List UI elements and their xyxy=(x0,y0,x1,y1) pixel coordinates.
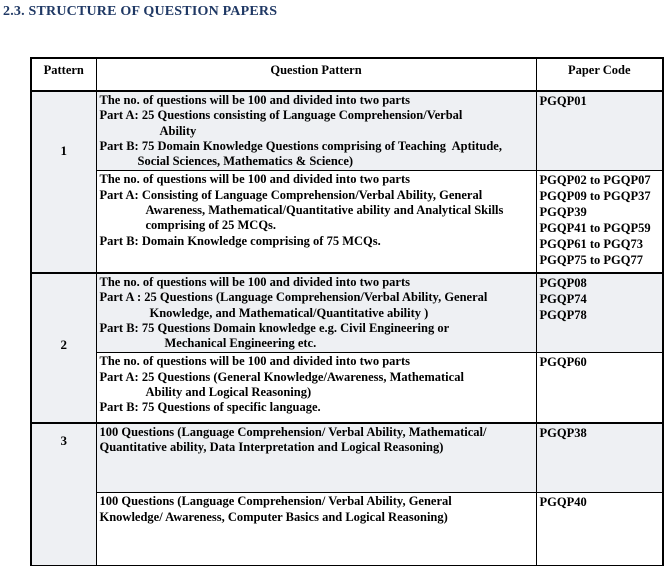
pattern-number: 2 xyxy=(60,336,67,352)
question-pattern-line: Mechanical Engineering etc. xyxy=(164,336,317,351)
pattern-number: 3 xyxy=(60,432,67,448)
table-row xyxy=(31,493,663,566)
question-pattern-line: The no. of questions will be 100 and divided into two parts xyxy=(99,172,410,187)
question-pattern-line: Part B: 75 Questions of specific language. xyxy=(99,400,321,415)
paper-code: PGQP09 to PGQP37 xyxy=(539,189,651,204)
paper-code: PGQP60 xyxy=(539,355,587,370)
question-pattern-line: Social Sciences, Mathematics & Science) xyxy=(137,154,354,169)
paper-code: PGQP40 xyxy=(539,495,587,510)
question-pattern-line: 100 Questions (Language Comprehension/ Verbal Ability, General xyxy=(99,494,452,509)
question-pattern-cell xyxy=(96,353,536,423)
paper-code-cell xyxy=(536,273,663,353)
paper-code: PGQP02 to PGQP07 xyxy=(539,173,651,188)
question-pattern-line: The no. of questions will be 100 and divided into two parts xyxy=(99,93,410,107)
question-pattern-line: Ability xyxy=(159,123,197,138)
question-pattern-line: The no. of questions will be 100 and divided into two parts xyxy=(99,354,410,369)
question-pattern-line: Part B: Domain Knowledge comprising of 75 MCQs. xyxy=(99,233,381,248)
paper-code-cell xyxy=(536,353,663,423)
paper-code: PGQP78 xyxy=(539,307,587,322)
table-row xyxy=(31,353,663,423)
question-pattern-cell xyxy=(96,423,536,493)
question-pattern-line: Part B: 75 Domain Knowledge Questions comprising of Teaching Aptitude, xyxy=(99,138,502,153)
paper-code-cell xyxy=(536,423,663,493)
pattern-number-cell xyxy=(31,273,96,423)
column-header-pattern: Pattern xyxy=(31,58,96,91)
question-pattern-line: Awareness, Mathematical/Quantitative ability and Analytical Skills xyxy=(145,203,504,218)
page-title: 2.3. STRUCTURE OF QUESTION PAPERS xyxy=(3,4,278,19)
question-pattern-line: Quantitative ability, Data Interpretation and Logical Reasoning) xyxy=(99,440,444,455)
paper-code-cell xyxy=(536,171,663,273)
paper-code: PGQP38 xyxy=(539,425,587,440)
question-pattern-line: Knowledge, and Mathematical/Quantitative ability ) xyxy=(149,305,429,320)
column-header-question-pattern: Question Pattern xyxy=(96,58,536,91)
paper-code: PGQP75 to PGQ77 xyxy=(539,253,643,268)
paper-code-cell xyxy=(536,493,663,566)
question-pattern-line: Part A : 25 Questions (Language Comprehension/Verbal Ability, General xyxy=(99,290,488,305)
paper-code: PGQP01 xyxy=(539,94,587,108)
table-row xyxy=(31,423,663,493)
question-pattern-line: Part A: 25 Questions (General Knowledge/Awareness, Mathematical xyxy=(99,369,464,384)
paper-code: PGQP74 xyxy=(539,291,587,306)
table-header-row xyxy=(31,58,663,91)
pattern-number-cell xyxy=(31,423,96,566)
question-pattern-line: Part A: 25 Questions consisting of Language Comprehension/Verbal xyxy=(99,108,463,123)
question-papers-table xyxy=(30,57,664,566)
pattern-number: 1 xyxy=(60,143,67,158)
question-pattern-cell xyxy=(96,91,536,171)
question-pattern-line: 100 Questions (Language Comprehension/ Verbal Ability, Mathematical/ xyxy=(99,424,487,439)
question-pattern-line: Ability and Logical Reasoning) xyxy=(145,385,312,400)
question-pattern-line: Part B: 75 Questions Domain knowledge e.g. Civil Engineering or xyxy=(99,320,450,335)
question-pattern-cell xyxy=(96,273,536,353)
paper-code: PGQP08 xyxy=(539,275,587,290)
question-pattern-line: comprising of 25 MCQs. xyxy=(145,218,277,233)
question-pattern-line: Knowledge/ Awareness, Computer Basics and Logical Reasoning) xyxy=(99,509,448,524)
paper-code: PGQP41 to PGQP59 xyxy=(539,221,651,236)
question-pattern-cell xyxy=(96,493,536,566)
column-header-paper-code: Paper Code xyxy=(536,58,663,91)
paper-code-cell xyxy=(536,91,663,171)
paper-code: PGQP61 to PGQ73 xyxy=(539,237,643,252)
question-pattern-line: The no. of questions will be 100 and divided into two parts xyxy=(99,274,410,289)
table-row xyxy=(31,91,663,171)
table-row xyxy=(31,273,663,353)
pattern-number-cell xyxy=(31,91,96,273)
question-pattern-line: Part A: Consisting of Language Comprehension/Verbal Ability, General xyxy=(99,187,483,202)
paper-code: PGQP39 xyxy=(539,205,587,220)
table-row xyxy=(31,171,663,273)
question-pattern-cell xyxy=(96,171,536,273)
